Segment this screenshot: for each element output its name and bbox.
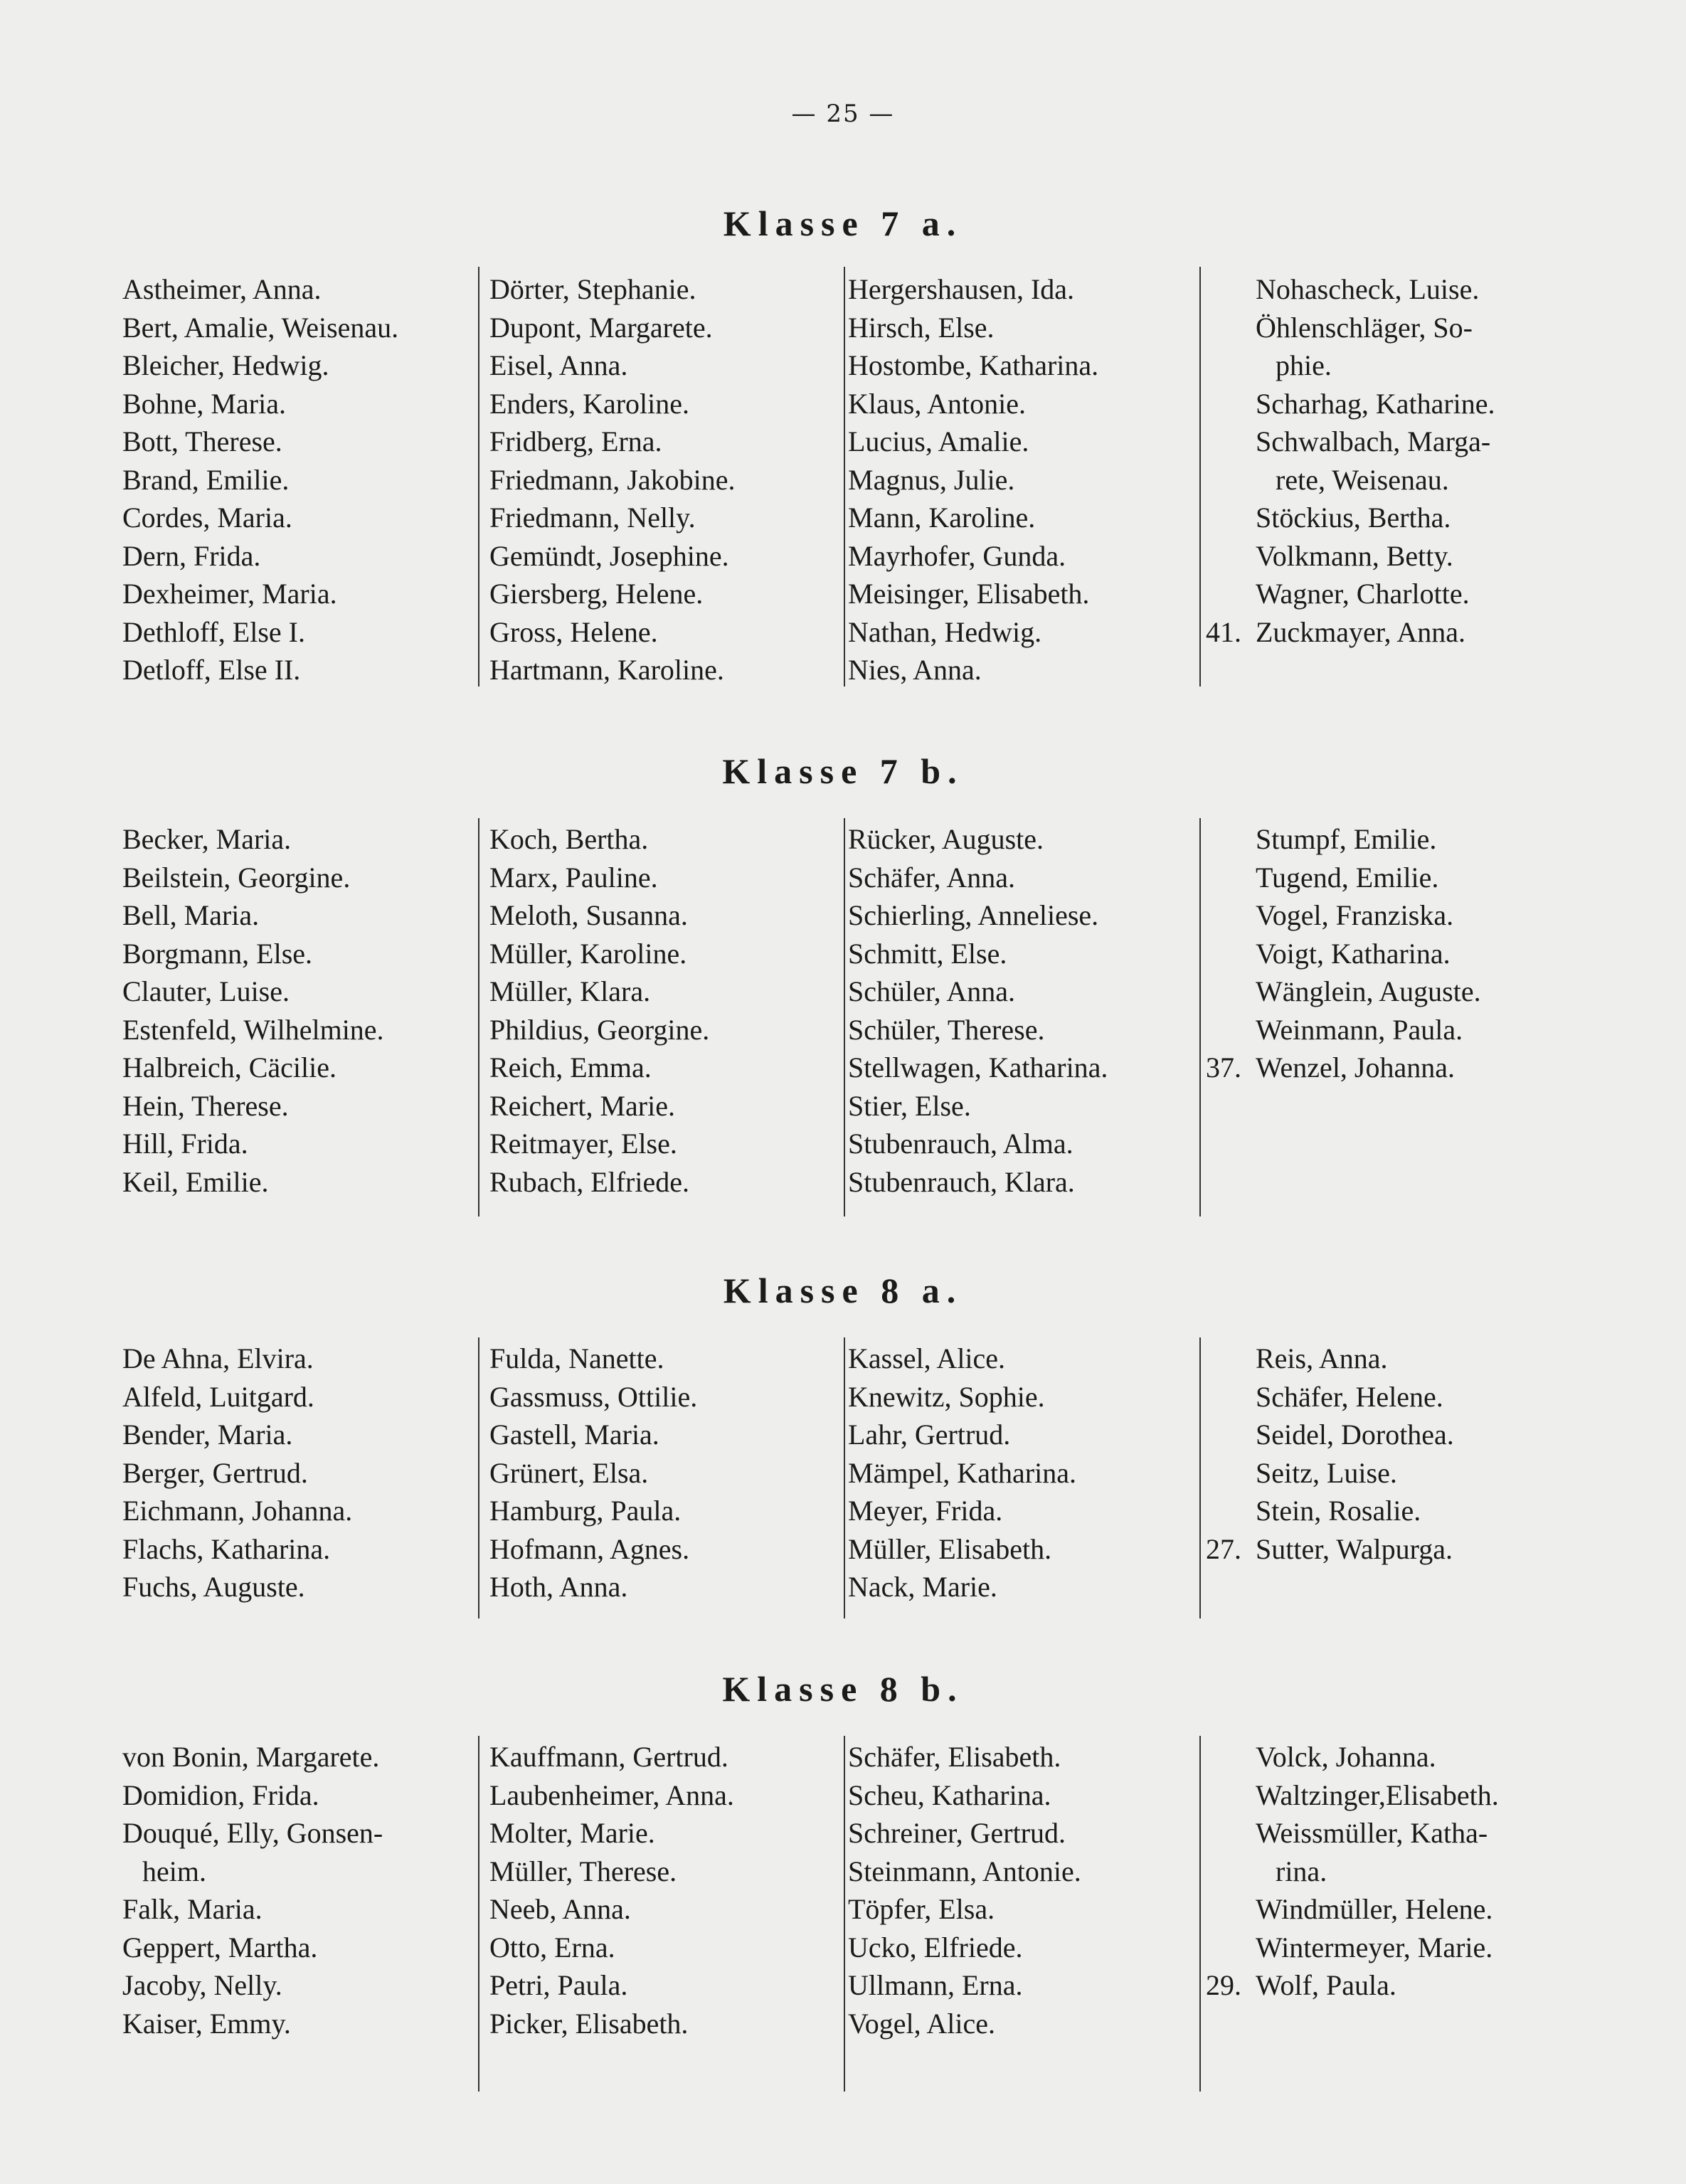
name-entry: Falk, Maria. [122,1893,263,1925]
name-column [1206,820,1481,1087]
name-entry: Nathan, Hedwig. [848,615,1042,648]
column-rule [844,818,845,1216]
name-column [122,270,398,689]
name-entry: Detloff, Else II. [122,654,301,686]
name-entry-continuation: heim. [142,1855,206,1887]
column-rule [1199,818,1201,1216]
column-rule [844,1337,845,1618]
name-entry: Nack, Marie. [848,1571,997,1603]
name-entry: Kauffmann, Gertrud. [489,1741,728,1773]
name-entry: Wintermeyer, Marie. [1256,1931,1493,1963]
column-rule [478,1736,479,2092]
name-entry: Voigt, Katharina. [1256,937,1451,970]
class-count: 29. [1206,1969,1241,2001]
name-entry: Dexheimer, Maria. [122,578,337,610]
name-entry: Schwalbach, Marga- [1256,425,1491,457]
name-entry: Reichert, Marie. [489,1089,675,1122]
name-entry: Bell, Maria. [122,899,260,931]
page-number: — 25 — [791,100,895,128]
class-count: 37. [1206,1051,1241,1083]
name-entry: Klaus, Antonie. [848,387,1026,420]
name-text: Wolf, Paula. [1256,1969,1396,2001]
column-rule [478,1337,479,1618]
name-entry: Meisinger, Elisabeth. [848,578,1090,610]
name-entry: Giersberg, Helene. [489,578,704,610]
name-column [848,820,1108,1201]
name-entry: Schäfer, Anna. [848,861,1015,894]
name-entry: Weissmüller, Katha- [1256,1817,1488,1849]
name-text: Sutter, Walpurga. [1256,1532,1453,1565]
column-rule [844,267,845,687]
name-entry: Volck, Johanna. [1256,1741,1436,1773]
name-text: Zuckmayer, Anna. [1256,615,1465,648]
name-entry: Koch, Bertha. [489,823,649,855]
name-entry: Gross, Helene. [489,615,658,648]
name-entry: Schäfer, Elisabeth. [848,1741,1061,1773]
name-entry: Dupont, Margarete. [489,311,713,344]
name-entry: Rubach, Elfriede. [489,1165,689,1198]
name-column [1206,1738,1499,2005]
name-entry: Laubenheimer, Anna. [489,1779,734,1811]
name-entry: Seitz, Luise. [1256,1456,1397,1489]
name-entry: Meloth, Susanna. [489,899,688,931]
name-column [848,270,1098,689]
name-entry: Fuchs, Auguste. [122,1571,305,1603]
name-entry: Gemündt, Josephine. [489,539,729,572]
name-entry: Kassel, Alice. [848,1342,1006,1374]
name-entry: Hofmann, Agnes. [489,1532,690,1565]
name-entry: Steinmann, Antonie. [848,1855,1081,1887]
name-entry: Gastell, Maria. [489,1419,659,1451]
name-entry: Alfeld, Luitgard. [122,1380,314,1413]
name-column [1206,1340,1454,1568]
name-entry: Fridberg, Erna. [489,425,662,457]
name-entry: Neeb, Anna. [489,1893,631,1925]
name-entry [1206,1530,1454,1569]
name-entry: Beilstein, Georgine. [122,861,351,894]
name-entry: Gassmuss, Ottilie. [489,1380,698,1413]
name-entry: Öhlenschläger, So- [1256,311,1473,344]
name-entry: Fulda, Nanette. [489,1342,664,1374]
name-entry [1206,1966,1499,2005]
name-entry: Dern, Frida. [122,539,261,572]
name-entry: Berger, Gertrud. [122,1456,308,1489]
name-column [848,1738,1081,2042]
name-entry: Bender, Maria. [122,1419,293,1451]
name-entry [1206,1049,1481,1087]
name-entry: Töpfer, Elsa. [848,1893,995,1925]
name-entry: Bert, Amalie, Weisenau. [122,311,399,344]
name-entry: Müller, Klara. [489,975,651,1007]
name-entry: Hergershausen, Ida. [848,273,1075,305]
name-entry: Friedmann, Jakobine. [489,463,736,496]
class-heading: Klasse 7 a. [723,203,963,243]
column-rule [478,267,479,687]
name-column [1206,270,1495,651]
name-entry: Hartmann, Karoline. [489,654,724,686]
name-entry: Keil, Emilie. [122,1165,269,1198]
name-entry: Domidion, Frida. [122,1779,319,1811]
name-entry: Lucius, Amalie. [848,425,1029,457]
name-entry: Nohascheck, Luise. [1256,273,1480,305]
name-entry: Mayrhofer, Gunda. [848,539,1066,572]
name-entry: Vogel, Alice. [848,2007,996,2040]
name-entry: Stumpf, Emilie. [1256,823,1437,855]
name-entry: Tugend, Emilie. [1256,861,1439,894]
name-entry: Volkmann, Betty. [1256,539,1453,572]
name-entry: Reitmayer, Else. [489,1128,677,1160]
name-entry: Marx, Pauline. [489,861,658,894]
class-count: 41. [1206,615,1241,648]
name-entry: Hirsch, Else. [848,311,995,344]
name-entry: Borgmann, Else. [122,937,313,970]
name-entry-continuation: rete, Weisenau. [1276,463,1449,496]
name-entry: Müller, Therese. [489,1855,677,1887]
name-entry: Wänglein, Auguste. [1256,975,1481,1007]
name-entry: Vogel, Franziska. [1256,899,1454,931]
name-entry: Halbreich, Cäcilie. [122,1051,336,1083]
name-entry: Stier, Else. [848,1089,971,1122]
name-entry: Flachs, Katharina. [122,1532,331,1565]
name-entry: Wagner, Charlotte. [1256,578,1470,610]
name-entry: Schmitt, Else. [848,937,1007,970]
name-column [489,1340,697,1606]
name-entry [1206,613,1495,652]
name-column [122,1340,352,1606]
name-entry: Knewitz, Sophie. [848,1380,1045,1413]
column-rule [478,818,479,1216]
name-entry: Molter, Marie. [489,1817,655,1849]
name-entry: Hein, Therese. [122,1089,289,1122]
name-entry: Seidel, Dorothea. [1256,1419,1454,1451]
class-count: 27. [1206,1532,1241,1565]
name-entry: Mämpel, Katharina. [848,1456,1076,1489]
name-entry: Dörter, Stephanie. [489,273,696,305]
name-entry: Grünert, Elsa. [489,1456,649,1489]
name-entry: Hostombe, Katharina. [848,349,1099,381]
name-entry: Rücker, Auguste. [848,823,1044,855]
name-entry: Enders, Karoline. [489,387,690,420]
name-column [122,820,384,1201]
name-text: Wenzel, Johanna. [1256,1051,1455,1083]
name-entry: Stubenrauch, Klara. [848,1165,1075,1198]
name-entry: Dethloff, Else I. [122,615,305,648]
name-entry: Clauter, Luise. [122,975,290,1007]
name-entry-continuation: rina. [1276,1855,1327,1887]
name-entry: Müller, Karoline. [489,937,687,970]
name-entry: Hoth, Anna. [489,1571,628,1603]
name-entry: Hamburg, Paula. [489,1495,682,1527]
name-column [489,1738,734,2042]
name-entry: Müller, Elisabeth. [848,1532,1052,1565]
name-entry: Scheu, Katharina. [848,1779,1051,1811]
column-rule [1199,1337,1201,1618]
name-entry: Lahr, Gertrud. [848,1419,1011,1451]
name-entry: Phildius, Georgine. [489,1013,710,1046]
name-entry: Nies, Anna. [848,654,982,686]
name-entry: Bleicher, Hedwig. [122,349,329,381]
name-entry: Picker, Elisabeth. [489,2007,689,2040]
name-entry: Reis, Anna. [1256,1342,1388,1374]
name-entry: Stöckius, Bertha. [1256,502,1451,534]
name-entry: Geppert, Martha. [122,1931,318,1963]
name-entry: von Bonin, Margarete. [122,1741,380,1773]
class-heading: Klasse 7 b. [722,751,964,791]
name-entry: Eichmann, Johanna. [122,1495,353,1527]
class-heading: Klasse 8 b. [722,1669,964,1709]
name-entry: Friedmann, Nelly. [489,502,696,534]
name-entry: Schäfer, Helene. [1256,1380,1443,1413]
name-entry: Becker, Maria. [122,823,292,855]
name-entry-continuation: phie. [1276,349,1332,381]
name-entry: Schreiner, Gertrud. [848,1817,1066,1849]
name-entry: Scharhag, Katharine. [1256,387,1495,420]
name-column [489,820,709,1201]
name-entry: Waltzinger,Elisabeth. [1256,1779,1499,1811]
name-entry: De Ahna, Elvira. [122,1342,314,1374]
name-entry: Bohne, Maria. [122,387,286,420]
name-entry: Stein, Rosalie. [1256,1495,1421,1527]
name-entry: Eisel, Anna. [489,349,628,381]
name-entry: Ullmann, Erna. [848,1969,1023,2001]
name-entry: Brand, Emilie. [122,463,290,496]
name-entry: Douqué, Elly, Gonsen- [122,1817,383,1849]
name-entry: Cordes, Maria. [122,502,292,534]
column-rule [1199,267,1201,687]
name-entry: Petri, Paula. [489,1969,628,2001]
name-entry: Weinmann, Paula. [1256,1013,1463,1046]
name-column [489,270,736,689]
name-entry: Astheimer, Anna. [122,273,322,305]
name-entry: Jacoby, Nelly. [122,1969,282,2001]
name-entry: Meyer, Frida. [848,1495,1003,1527]
column-rule [844,1736,845,2092]
name-entry: Schüler, Anna. [848,975,1016,1007]
name-column [122,1738,383,2042]
name-entry: Mann, Karoline. [848,502,1036,534]
class-heading: Klasse 8 a. [723,1271,963,1310]
name-entry: Stubenrauch, Alma. [848,1128,1073,1160]
name-entry: Hill, Frida. [122,1128,248,1160]
name-entry: Ucko, Elfriede. [848,1931,1023,1963]
name-entry: Schierling, Anneliese. [848,899,1099,931]
name-entry: Estenfeld, Wilhelmine. [122,1013,384,1046]
name-entry: Bott, Therese. [122,425,282,457]
name-entry: Magnus, Julie. [848,463,1015,496]
name-column [848,1340,1076,1606]
name-entry: Otto, Erna. [489,1931,615,1963]
name-entry: Schüler, Therese. [848,1013,1045,1046]
name-entry: Windmüller, Helene. [1256,1893,1493,1925]
name-entry: Reich, Emma. [489,1051,652,1083]
column-rule [1199,1736,1201,2092]
name-entry: Kaiser, Emmy. [122,2007,291,2040]
name-entry: Stellwagen, Katharina. [848,1051,1108,1083]
